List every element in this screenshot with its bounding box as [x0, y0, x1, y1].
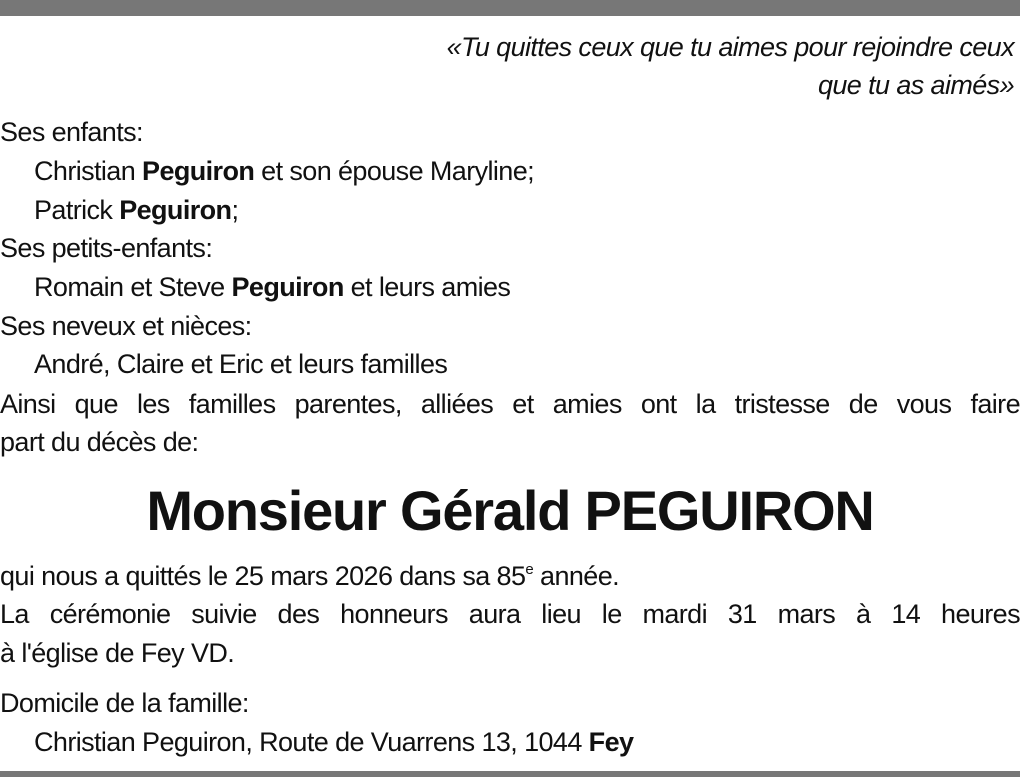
entry-rest: ; — [231, 195, 239, 225]
first-name: Christian — [34, 156, 143, 186]
ceremony-line-2: à l'église de Fey VD. — [0, 638, 235, 668]
announcement-line-1: Ainsi que les familles parentes, alliées et amies ont la tristesse de vous faire — [0, 389, 1020, 419]
entry-rest: et son épouse Maryline; — [254, 156, 535, 186]
ceremony-line-1: La cérémonie suivie des honneurs aura lieu le mardi 31 mars à 14 heures — [0, 599, 1020, 629]
surname: Peguiron — [142, 156, 255, 186]
surname: Peguiron — [119, 195, 232, 225]
passing-text: qui nous a quittés le 25 mars 2026 dans sa 85 — [0, 561, 526, 591]
grandchildren-heading: Ses petits-enfants: — [0, 233, 213, 263]
quote-line-1: «Tu quittes ceux que tu aimes pour rejoindre ceux — [446, 32, 1014, 62]
address-text: Christian Peguiron, Route de Vuarrens 13, 1044 — [34, 727, 589, 757]
children-entry-2 — [34, 193, 238, 227]
town: Fey — [588, 727, 634, 757]
bottom-rule — [0, 771, 1020, 777]
quote-line-2: que tu as aimés» — [817, 70, 1014, 100]
deceased-name: Monsieur Gérald PEGUIRON — [146, 479, 874, 542]
first-name: Patrick — [34, 195, 120, 225]
surname: Peguiron — [231, 272, 344, 302]
family-home-address — [34, 725, 633, 759]
first-names: Romain et Steve — [34, 272, 232, 302]
family-home-heading: Domicile de la famille: — [0, 688, 249, 718]
announcement-line-2: part du décès de: — [0, 427, 199, 457]
children-heading: Ses enfants: — [0, 117, 143, 147]
nephews-heading: Ses neveux et nièces: — [0, 311, 252, 341]
nephews-entry: André, Claire et Eric et leurs familles — [34, 349, 448, 379]
passing-text-end: année. — [533, 561, 620, 591]
passing-line — [0, 559, 619, 593]
grandchildren-entry — [34, 270, 510, 304]
ordinal-suffix: e — [525, 561, 534, 578]
children-entry-1 — [34, 154, 534, 188]
entry-rest: et leurs amies — [343, 272, 511, 302]
